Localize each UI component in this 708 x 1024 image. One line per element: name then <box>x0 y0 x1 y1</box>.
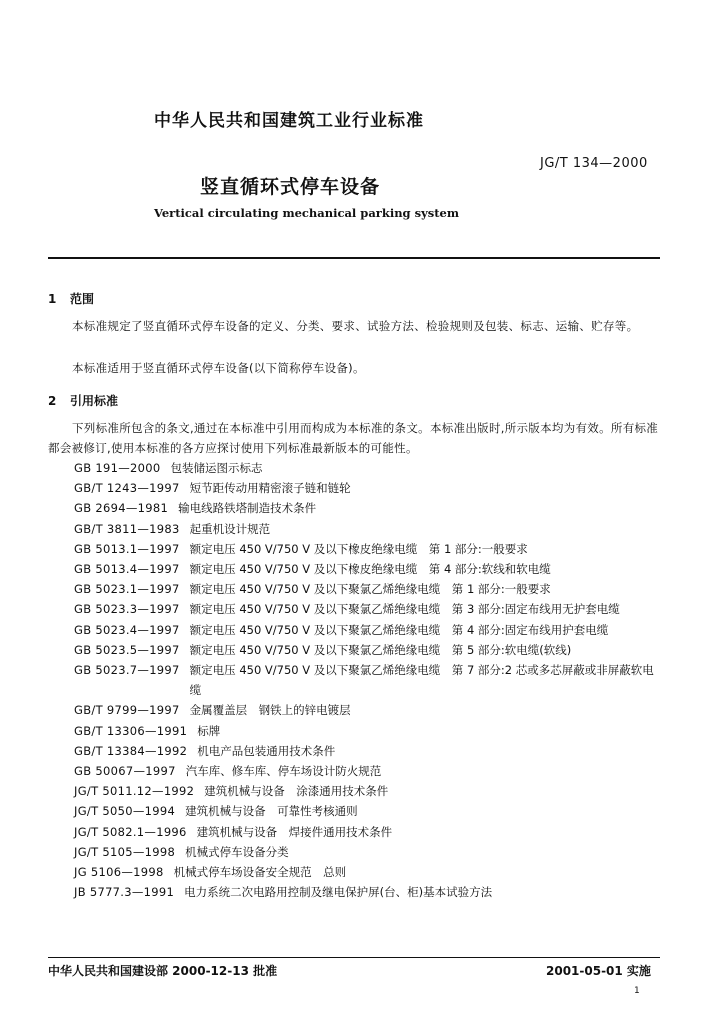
reference-item <box>74 761 664 781</box>
reference-code: GB/T 9799—1997 <box>74 703 180 718</box>
reference-code: JG 5106—1998 <box>74 865 164 880</box>
section-1-heading <box>48 290 94 307</box>
reference-item <box>74 781 664 801</box>
reference-item <box>74 660 664 700</box>
standard-category: 中华人民共和国建筑工业行业标准 <box>154 111 424 131</box>
reference-title: 机电产品包装通用技术条件 <box>197 743 336 758</box>
header-divider <box>48 257 660 259</box>
reference-code: GB/T 13306—1991 <box>74 723 188 738</box>
section-1-number: 1 <box>48 292 57 306</box>
reference-title: 额定电压 450 V/750 V 及以下聚氯乙烯绝缘电缆 第 5 部分:软电缆(软线) <box>189 642 572 657</box>
reference-item <box>74 862 664 882</box>
reference-title: 额定电压 450 V/750 V 及以下聚氯乙烯绝缘电缆 第 7 部分:2 芯或多芯屏蔽或非屏蔽软电缆 <box>189 663 654 698</box>
reference-title: 额定电压 450 V/750 V 及以下聚氯乙烯绝缘电缆 第 1 部分:一般要求 <box>189 582 551 597</box>
page-number: 1 <box>634 986 640 996</box>
reference-item <box>74 599 664 619</box>
reference-title: 起重机设计规范 <box>189 521 271 536</box>
reference-item <box>74 498 664 518</box>
reference-item <box>74 458 664 478</box>
document-title-english: Vertical circulating mechanical parking system <box>154 206 460 220</box>
document-title: 竖直循环式停车设备 <box>200 176 381 198</box>
reference-code: GB 191—2000 <box>74 461 161 475</box>
reference-title: 额定电压 450 V/750 V 及以下聚氯乙烯绝缘电缆 第 3 部分:固定布线用无护套电缆 <box>189 602 620 617</box>
reference-code: GB 5023.1—1997 <box>74 582 180 597</box>
section-2-number: 2 <box>48 394 57 408</box>
reference-title: 输电线路铁塔制造技术条件 <box>178 501 317 516</box>
reference-code: GB 5013.4—1997 <box>74 562 180 577</box>
reference-item <box>74 882 664 902</box>
reference-code: GB 5023.7—1997 <box>74 663 180 678</box>
reference-item <box>74 801 664 821</box>
reference-title: 机械式停车场设备安全规范 总则 <box>173 865 347 880</box>
reference-item <box>74 620 664 640</box>
reference-title: 建筑机械与设备 涂漆通用技术条件 <box>204 784 389 799</box>
reference-item <box>74 579 664 599</box>
reference-item <box>74 721 664 741</box>
reference-title: 标牌 <box>197 723 221 738</box>
reference-code: GB/T 1243—1997 <box>74 481 180 496</box>
section-2-title: 引用标准 <box>70 394 119 408</box>
reference-code: GB/T 13384—1992 <box>74 743 188 758</box>
section-2-paragraph-1: 下列标准所包含的条文,通过在本标准中引用而构成为本标准的条文。本标准出版时,所示版本均为有效。所有标准都会被修订,使用本标准的各方应探讨使用下列标准最新版本的可能性。 <box>48 421 659 455</box>
reference-title: 机械式停车设备分类 <box>185 844 289 859</box>
reference-item <box>74 519 664 539</box>
reference-code: JB 5777.3—1991 <box>74 885 175 900</box>
footer-divider <box>48 957 660 958</box>
approval-statement: 中华人民共和国建设部 2000-12-13 批准 <box>48 964 278 978</box>
reference-code: GB 5023.5—1997 <box>74 642 180 657</box>
document-number: JG/T 134—2000 <box>540 156 648 171</box>
reference-title: 额定电压 450 V/750 V 及以下聚氯乙烯绝缘电缆 第 4 部分:固定布线用护套电缆 <box>189 622 609 637</box>
reference-title: 建筑机械与设备 可靠性考核通则 <box>185 804 358 819</box>
section-1-paragraph-2: 本标准适用于竖直循环式停车设备(以下简称停车设备)。 <box>72 361 365 375</box>
reference-title: 金属覆盖层 钢铁上的锌电镀层 <box>189 703 351 718</box>
section-1-title: 范围 <box>70 292 95 306</box>
reference-item <box>74 478 664 498</box>
reference-code: JG/T 5011.12—1992 <box>74 784 195 799</box>
reference-title: 建筑机械与设备 焊接件通用技术条件 <box>196 824 393 839</box>
reference-code: GB/T 3811—1983 <box>74 521 180 536</box>
reference-code: JG/T 5050—1994 <box>74 804 176 819</box>
reference-title: 汽车库、修车库、停车场设计防火规范 <box>185 764 382 779</box>
reference-code: GB 5023.4—1997 <box>74 622 180 637</box>
reference-title: 额定电压 450 V/750 V 及以下橡皮绝缘电缆 第 1 部分:一般要求 <box>189 541 528 556</box>
reference-code: GB 5023.3—1997 <box>74 602 180 617</box>
section-1-paragraph-1: 本标准规定了竖直循环式停车设备的定义、分类、要求、试验方法、检验规则及包装、标志、运输、贮存等。 <box>72 319 639 333</box>
reference-title: 电力系统二次电路用控制及继电保护屏(台、柜)基本试验方法 <box>184 885 493 900</box>
reference-item <box>74 822 664 842</box>
reference-code: GB 50067—1997 <box>74 764 176 779</box>
reference-title: 包装储运图示标志 <box>170 461 263 475</box>
reference-code: GB 2694—1981 <box>74 501 169 516</box>
reference-item <box>74 842 664 862</box>
reference-code: JG/T 5082.1—1996 <box>74 824 187 839</box>
reference-item <box>74 700 664 720</box>
reference-item <box>74 559 664 579</box>
section-2-heading <box>48 392 118 409</box>
reference-item <box>74 640 664 660</box>
reference-title: 额定电压 450 V/750 V 及以下橡皮绝缘电缆 第 4 部分:软线和软电缆 <box>189 562 551 577</box>
reference-list <box>74 458 664 902</box>
reference-code: JG/T 5105—1998 <box>74 844 176 859</box>
reference-code: GB 5013.1—1997 <box>74 541 180 556</box>
reference-title: 短节距传动用精密滚子链和链轮 <box>189 481 351 496</box>
reference-item <box>74 539 664 559</box>
effective-date: 2001-05-01 实施 <box>546 964 651 978</box>
reference-item <box>74 741 664 761</box>
